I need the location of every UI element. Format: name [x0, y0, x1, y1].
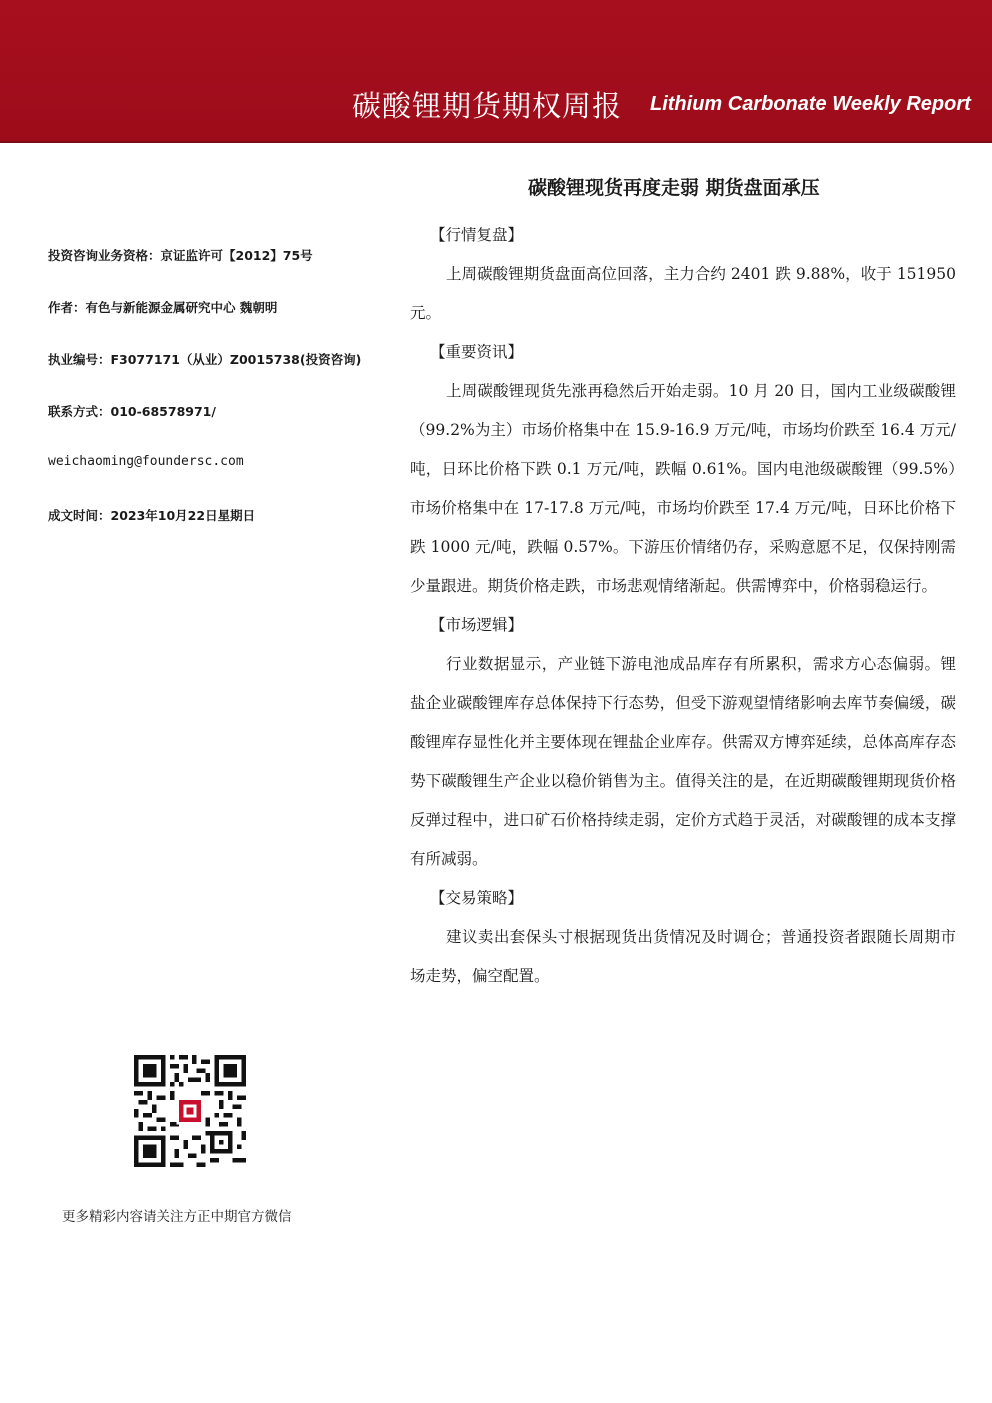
- report-body: [410, 216, 956, 996]
- section-body-review: 上周碳酸锂期货盘面高位回落，主力合约 2401 跌 9.88%，收于 151950 元。: [410, 265, 956, 322]
- date-line: 成文时间：2023年10月22日星期日: [48, 508, 256, 523]
- report-title-en: Lithium Carbonate Weekly Report: [650, 93, 971, 115]
- section-heading-logic: 【市场逻辑】: [430, 616, 524, 634]
- qualification-line: 投资咨询业务资格：京证监许可【2012】75号: [48, 248, 313, 263]
- section-body-news: 上周碳酸锂现货先涨再稳然后开始走弱。10 月 20 日，国内工业级碳酸锂（99.2%为主）市场价格集中在 15.9-16.9 万元/吨，市场均价跌至 16.4 万元/吨，日环比价格下跌 0.1 万元/吨，跌幅 0.61%。国内电池级碳酸锂（99.5%）市场价格集中在 17-17.8 万元/吨，市场均价跌至 17.4 万元/吨，日环比价格下跌 1000 元/吨，跌幅 0.57%。下游压价情绪仍存，采购意愿不足，仅保持刚需少量跟进。期货价格走跌，市场悲观情绪渐起。供需博弈中，价格弱稳运行。: [410, 382, 956, 595]
- qr-caption: 更多精彩内容请关注方正中期官方微信: [62, 1209, 292, 1225]
- section-body-strategy: 建议卖出套保头寸根据现货出货情况及时调仓；普通投资者跟随长周期市场走势，偏空配置。: [410, 928, 956, 985]
- contact-line: 联系方式：010-68578971/: [48, 404, 216, 419]
- section-heading-strategy: 【交易策略】: [430, 889, 524, 907]
- section-heading-news: 【重要资讯】: [430, 343, 524, 361]
- author-line: 作者：有色与新能源金属研究中心 魏朝明: [48, 300, 278, 315]
- license-line: 执业编号：F3077171（从业）Z0015738(投资咨询): [48, 352, 362, 367]
- wechat-qr-code-icon[interactable]: [134, 1055, 246, 1167]
- section-heading-review: 【行情复盘】: [430, 226, 524, 244]
- banner-divider: [0, 141, 992, 143]
- header-banner: [0, 0, 992, 141]
- article-headline: 碳酸锂现货再度走弱 期货盘面承压: [528, 177, 820, 199]
- report-title-cn: 碳酸锂期货期权周报: [352, 89, 623, 123]
- email-line[interactable]: weichaoming@foundersc.com: [48, 454, 244, 469]
- section-body-logic: 行业数据显示，产业链下游电池成品库存有所累积，需求方心态偏弱。锂盐企业碳酸锂库存总体保持下行态势，但受下游观望情绪影响去库节奏偏缓，碳酸锂库存显性化并主要体现在锂盐企业库存。供需双方博弈延续，总体高库存态势下碳酸锂生产企业以稳价销售为主。值得关注的是，在近期碳酸锂期现货价格反弹过程中，进口矿石价格持续走弱，定价方式趋于灵活，对碳酸锂的成本支撑有所减弱。: [410, 655, 956, 868]
